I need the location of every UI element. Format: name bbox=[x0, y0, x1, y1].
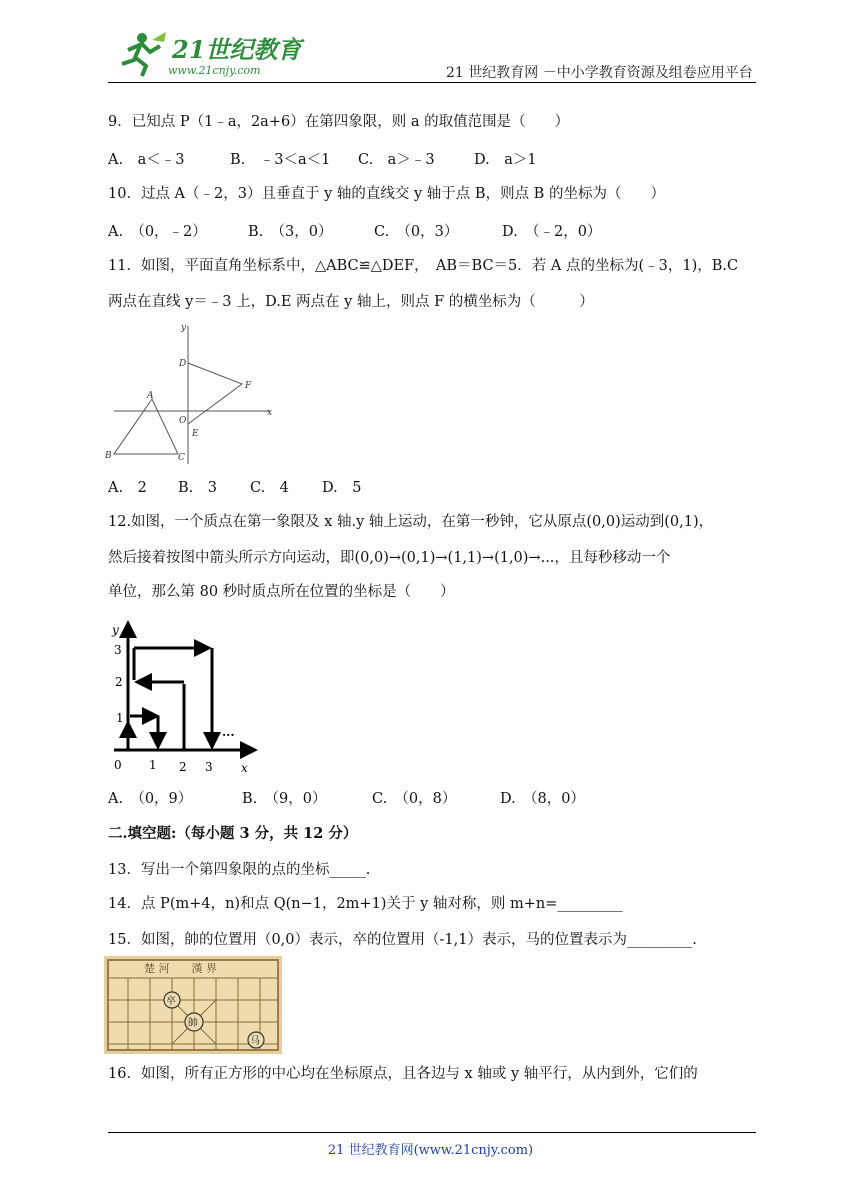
option-d: D. a＞1 bbox=[474, 152, 537, 168]
y-tick-1: 1 bbox=[116, 711, 124, 725]
point-f-label: F bbox=[245, 381, 252, 391]
general-piece bbox=[185, 1013, 203, 1031]
option-b: B. 3 bbox=[178, 480, 217, 496]
header-divider bbox=[108, 82, 756, 83]
continuation-dots: ... bbox=[222, 725, 235, 739]
question-15: 15．如图，帥的位置用（0,0）表示，卒的位置用（-1,1）表示，马的位置表示为_________. bbox=[108, 932, 697, 948]
point-d-label: D bbox=[179, 359, 187, 369]
footer-link[interactable]: 21 世纪教育网(www.21cnjy.com) bbox=[327, 1143, 534, 1158]
point-a-label: A bbox=[147, 391, 154, 401]
option-b: B. （9，0） bbox=[242, 791, 327, 807]
runner-icon bbox=[108, 28, 302, 80]
option-d: D. 5 bbox=[322, 480, 362, 496]
section-2-title: 二.填空题:（每小题 3 分，共 12 分） bbox=[108, 825, 358, 842]
origin-label: 0 bbox=[114, 758, 122, 772]
point-c-label: C bbox=[178, 453, 185, 463]
question-10-options bbox=[108, 220, 601, 241]
question-12-line-2: 然后接着按图中箭头所示方向运动，即(0,0)→(0,1)→(1,1)→(1,0)→...，且每秒移动一个 bbox=[108, 550, 671, 566]
y-tick-3: 3 bbox=[114, 643, 122, 657]
chess-board-figure bbox=[104, 956, 282, 1054]
triangle-figure bbox=[104, 320, 280, 465]
svg-text:卒: 卒 bbox=[166, 996, 176, 1007]
option-a: A. （0，9） bbox=[108, 791, 193, 807]
svg-text:帥: 帥 bbox=[188, 1018, 198, 1029]
question-14: 14．点 P(m+4，n)和点 Q(n−1，2m+1)关于 y 轴对称，则 m+n=_________ bbox=[108, 896, 623, 912]
option-d: D. （8，0） bbox=[500, 791, 585, 807]
question-11-options bbox=[108, 476, 361, 497]
y-axis-label: y bbox=[112, 623, 119, 637]
question-12-line-3: 单位，那么第 80 秒时质点所在位置的坐标是（ ） bbox=[108, 584, 455, 600]
footer-divider bbox=[108, 1132, 756, 1133]
option-a: A. （0，﹣2） bbox=[108, 224, 207, 240]
y-axis-label: y bbox=[181, 323, 187, 333]
question-11-line-1: 11．如图，平面直角坐标系中，△ABC≌△DEF， AB＝BC＝5．若 A 点的坐标为(﹣3，1)，B.C bbox=[108, 258, 739, 274]
x-axis-label: x bbox=[267, 408, 273, 418]
question-16: 16．如图，所有正方形的中心均在坐标原点，且各边与 x 轴或 y 轴平行，从内到外，它们的 bbox=[108, 1066, 698, 1082]
particle-path-figure bbox=[104, 614, 262, 776]
option-c: C. （0，3） bbox=[374, 224, 459, 240]
question-9-stem: 9．已知点 P（1﹣a，2a+6）在第四象限，则 a 的取值范围是（ ） bbox=[108, 114, 570, 130]
header-title: 21 世纪教育网 －中小学教育资源及组卷应用平台 bbox=[446, 65, 753, 81]
river-label: 楚 河 漢 界 bbox=[144, 962, 217, 975]
x-tick-1: 1 bbox=[149, 758, 157, 772]
option-c: C. 4 bbox=[250, 480, 289, 496]
question-12-options bbox=[108, 787, 585, 808]
x-tick-3: 3 bbox=[205, 760, 213, 774]
question-12-line-1: 12.如图，一个质点在第一象限及 x 轴.y 轴上运动，在第一秒钟，它从原点(0,0)运动到(0,1)， bbox=[108, 514, 714, 530]
pawn-piece bbox=[164, 992, 180, 1008]
x-axis-label: x bbox=[241, 761, 248, 775]
triangle-def bbox=[188, 363, 242, 424]
question-10-stem: 10．过点 A（﹣2，3）且垂直于 y 轴的直线交 y 轴于点 B，则点 B 的坐标为（ ） bbox=[108, 186, 665, 202]
origin-label: O bbox=[179, 416, 187, 426]
question-9-options bbox=[108, 148, 537, 169]
option-d: D. （﹣2，0） bbox=[502, 224, 602, 240]
horse-piece bbox=[248, 1032, 264, 1048]
option-b: B. ﹣3＜a＜1 bbox=[230, 152, 331, 168]
y-tick-2: 2 bbox=[115, 675, 123, 689]
point-e-label: E bbox=[192, 429, 199, 439]
option-a: A. a＜﹣3 bbox=[108, 152, 185, 168]
svg-text:马: 马 bbox=[250, 1036, 260, 1047]
option-c: C. a＞﹣3 bbox=[358, 152, 435, 168]
point-b-label: B bbox=[105, 451, 112, 461]
logo-main-text: 21世纪教育 bbox=[172, 35, 302, 64]
triangle-abc bbox=[114, 399, 178, 454]
option-c: C. （0，8） bbox=[372, 791, 457, 807]
x-tick-2: 2 bbox=[179, 760, 187, 774]
logo-url-text: www.21cnjy.com bbox=[168, 64, 261, 77]
question-13: 13．写出一个第四象限的点的坐标_____. bbox=[108, 862, 371, 878]
option-b: B. （3，0） bbox=[248, 224, 333, 240]
site-logo bbox=[108, 28, 302, 80]
question-11-line-2: 两点在直线 y＝﹣3 上，D.E 两点在 y 轴上，则点 F 的横坐标为（ ） bbox=[108, 294, 594, 310]
option-a: A. 2 bbox=[108, 480, 147, 496]
